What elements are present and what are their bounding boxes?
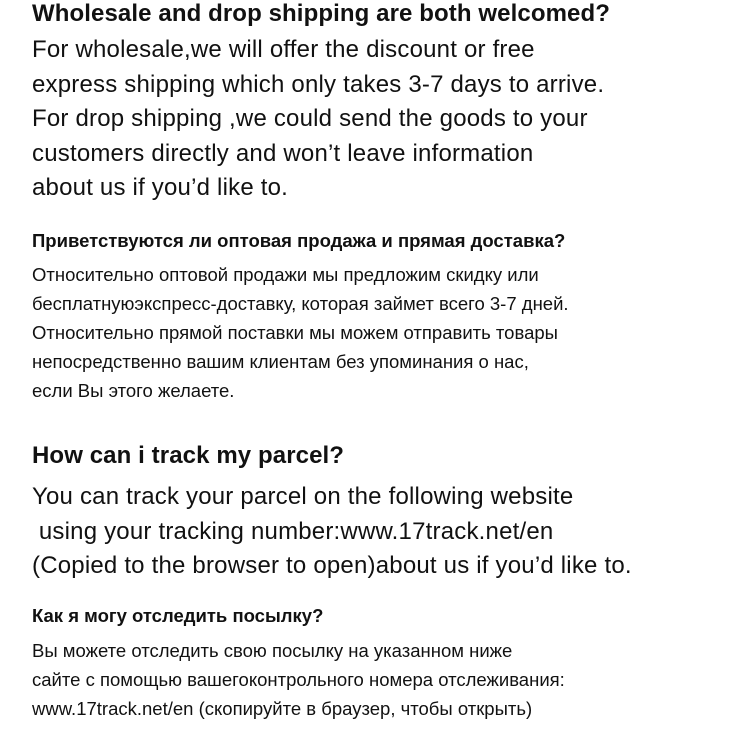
body-line: You can track your parcel on the following website [32,483,574,510]
body-line: express shipping which only takes 3-7 days to arrive. [32,70,605,98]
body-line: Вы можете отследить свою посылку на указанном ниже [32,640,513,661]
body-line: сайте с помощью вашегоконтрольного номера отслеживания: [32,669,565,690]
body-line: непосредственно вашим клиентам без упоминания о нас, [32,351,529,372]
body-line: For wholesale,we will offer the discount or free [32,36,535,63]
body-line: using your tracking number:www.17track.net/en [32,517,554,545]
faq-section-tracking-ru [32,603,731,723]
body-line: For drop shipping ,we could send the goods to your [32,105,588,132]
body-line: если Вы этого желаете. [32,380,235,401]
section-heading: How can i track my parcel? [32,442,345,469]
section-heading: Wholesale and drop shipping are both welcomed? [32,0,610,27]
section-body [32,260,731,405]
section-body [32,636,731,723]
section-body [32,33,731,206]
body-line: (Copied to the browser to open)about us if you’d like to. [32,552,632,579]
faq-section-wholesale-en [32,0,731,206]
faq-section-tracking-en [32,441,731,584]
body-line: Относительно прямой поставки мы можем отправить товары [32,322,558,343]
body-line: about us if you’d like to. [32,174,289,201]
section-heading: Приветствуются ли оптовая продажа и прямая доставка? [32,230,566,251]
body-line: Относительно оптовой продажи мы предложим скидку или [32,264,539,285]
body-line: www.17track.net/en (скопируйте в браузер, чтобы открыть) [32,698,533,719]
body-line: бесплатнуюэкспресс-доставку, которая займет всего 3-7 дней. [32,293,569,314]
faq-section-wholesale-ru [32,228,731,405]
section-heading: Как я могу отследить посылку? [32,605,324,626]
body-line: customers directly and won’t leave information [32,139,534,167]
section-body [32,480,731,584]
